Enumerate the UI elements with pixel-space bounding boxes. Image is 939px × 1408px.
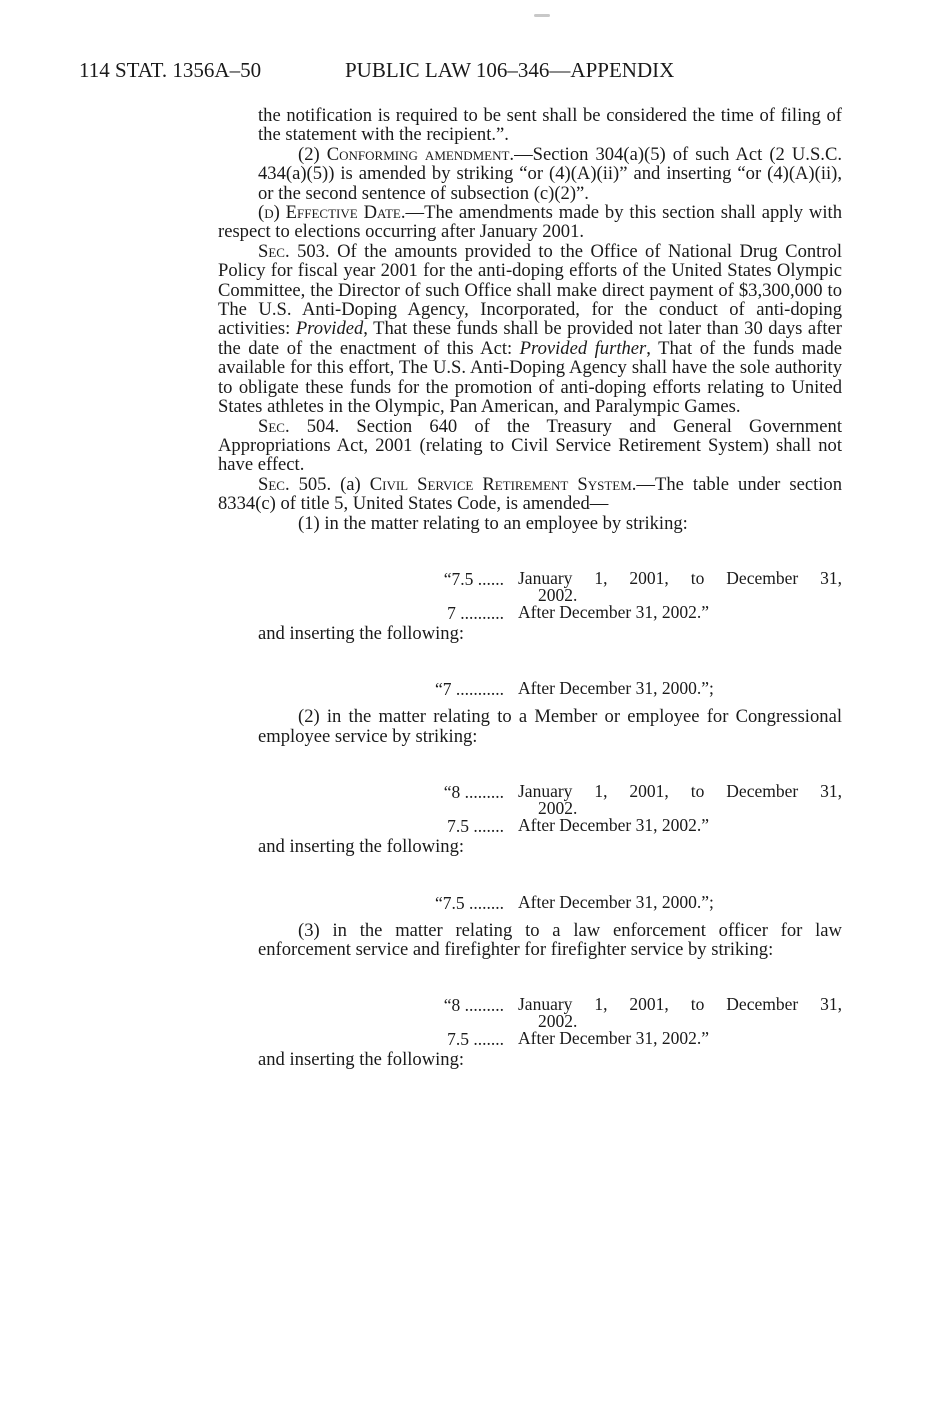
insert-line-1: and inserting the following: — [258, 622, 465, 644]
section-505-text-b: —The table under section 8334(c) of title 5, United States Code, is amended— — [218, 473, 843, 515]
table-rate: 7.5 ....... — [447, 816, 504, 837]
table-row — [218, 817, 842, 837]
table-row — [218, 680, 842, 700]
table-rate: “7 ........... — [434, 679, 504, 700]
table-1-inserted — [218, 680, 842, 700]
table-rate: “7.5 ........ — [434, 892, 504, 913]
insert-line-2: and inserting the following: — [258, 836, 465, 858]
table-period: After December 31, 2000.”; — [518, 891, 714, 912]
civil-service-heading: Civil Service Retirement System. — [369, 473, 637, 495]
table-period-text: January 1, 2001, to December 31, — [518, 781, 842, 802]
section-503-text-c: , That of the funds made available for this effort, The U.S. Anti-Doping Agency shall have the sole authority to obligate these funds for the promotion of anti-doping efforts relating to United States athletes in the Olympic, Pan American, and Paralympic Games. — [218, 337, 842, 418]
paragraph-notification: the notification is required to be sent shall be considered the time of filing of the statement with the recipient.”. — [258, 105, 842, 146]
section-503-label: Sec. — [258, 240, 290, 262]
table-period: After December 31, 2002.” — [518, 1028, 709, 1049]
table-period-text: January 1, 2001, to December 31, — [518, 994, 842, 1015]
table-rate: 7 .......... — [447, 602, 504, 623]
law-reference: PUBLIC LAW 106–346—APPENDIX — [345, 58, 675, 82]
table-rate: “8 ......... — [443, 995, 504, 1016]
table-row — [218, 783, 842, 817]
table-rate: “8 ......... — [443, 782, 504, 803]
section-504-label: Sec. — [258, 415, 290, 437]
stat-reference: 114 STAT. 1356A–50 — [79, 58, 262, 82]
paragraph-effective-date — [218, 203, 842, 242]
table-1-struck — [218, 567, 842, 624]
insert-line-3: and inserting the following: — [258, 1049, 465, 1071]
table-3-struck — [218, 996, 842, 1050]
provided-further-term: Provided further — [519, 337, 647, 359]
scan-mark — [534, 14, 550, 17]
table-period-cont: 2002. — [538, 798, 578, 819]
table-period-text: January 1, 2001, to December 31, — [518, 567, 842, 588]
table-period: After December 31, 2000.”; — [518, 678, 714, 699]
table-row — [218, 891, 842, 914]
conforming-amendment-text: —Section 304(a)(5) of such Act (2 U.S.C. 434(a)(5)) is amended by striking “or (4)(A)(ii)” and inserting “or (4)(A)(ii), or the second sentence of subsection (c)(2)”. — [258, 143, 842, 204]
table-period-cont: 2002. — [538, 584, 578, 605]
effective-date-text: —The amendments made by this section shall apply with respect to elections occurring after January 2001. — [218, 202, 842, 243]
table-row — [218, 567, 842, 605]
table-row — [218, 601, 842, 624]
provided-term: Provided — [295, 318, 364, 340]
effective-date-heading: (d) Effective Date. — [258, 202, 406, 224]
table-row — [218, 996, 842, 1030]
item-3: (3) in the matter relating to a law enforcement officer for law enforcement service and firefighter for firefighter service by striking: — [258, 919, 842, 960]
section-503-text-a: 503. Of the amounts provided to the Office of National Drug Control Policy for fiscal year 2001 for the anti-doping efforts of the United States Olympic Committee, the Director of such Office shall make direct payment of $3,300,000 to The U.S. Anti-Doping Agency, Incorporated, for the conduct of anti-doping activities: — [218, 240, 842, 340]
table-period-cont: 2002. — [538, 1011, 578, 1032]
law-text — [218, 106, 842, 1070]
section-505-text-a: 505. (a) — [289, 473, 370, 495]
section-503 — [218, 242, 842, 417]
table-period: After December 31, 2002.” — [518, 601, 709, 622]
table-period: After December 31, 2002.” — [518, 815, 709, 836]
paragraph-conforming-amendment — [218, 145, 842, 203]
table-row — [218, 1030, 842, 1050]
table-rate: “7.5 ...... — [443, 568, 504, 589]
section-505 — [218, 475, 842, 514]
table-rate: 7.5 ....... — [447, 1029, 504, 1050]
table-period — [518, 783, 842, 817]
item-2: (2) in the matter relating to a Member or employee for Congressional employee service by striking: — [258, 706, 842, 747]
table-period — [518, 996, 842, 1030]
section-504-text: 504. Section 640 of the Treasury and General Government Appropriations Act, 2001 (relating to Civil Service Retirement System) shall not have effect. — [218, 415, 842, 476]
item-1: (1) in the matter relating to an employee by striking: — [298, 512, 688, 534]
section-504 — [218, 417, 842, 475]
table-2-struck — [218, 783, 842, 837]
table-period — [518, 567, 842, 605]
table-2-inserted — [218, 891, 842, 914]
conforming-amendment-heading: (2) Conforming amendment. — [298, 143, 515, 165]
section-505-label: Sec. — [258, 473, 290, 495]
section-503-text-b: , That these funds shall be provided not later than 30 days after the date of the enactment of this Act: — [218, 318, 842, 359]
